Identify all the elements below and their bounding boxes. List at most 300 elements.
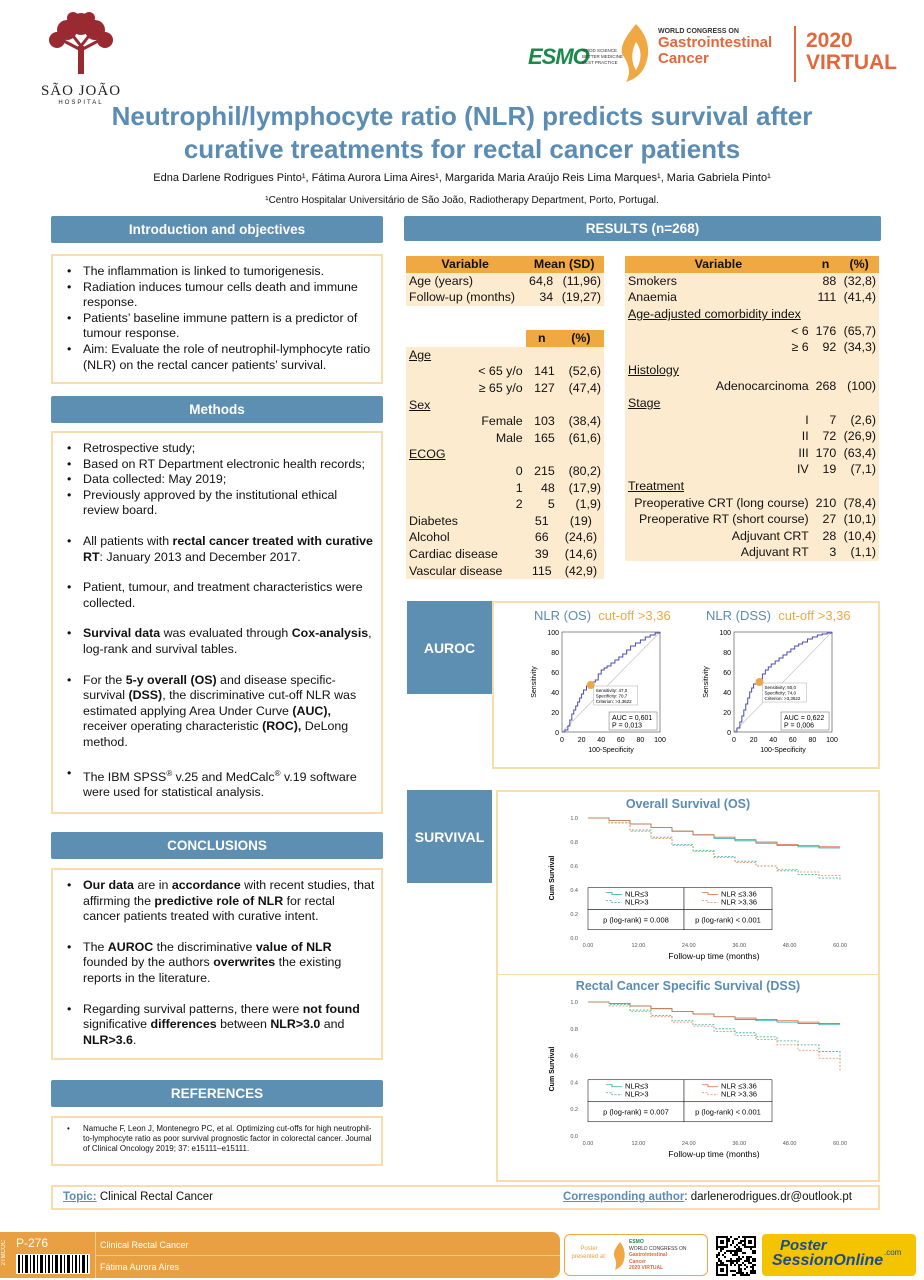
km-y-tick: 0.8 <box>570 840 578 846</box>
roc-criterion-text: Specificity: 74,0 <box>764 690 796 696</box>
km-legend-text: NLR>3 <box>625 1089 649 1099</box>
qr-module <box>754 1260 756 1262</box>
presented-1: Poster <box>580 1246 598 1252</box>
km-legend-text: NLR >3.36 <box>721 1089 758 1099</box>
qr-module <box>730 1244 732 1246</box>
qr-module <box>752 1268 754 1270</box>
conclusion-1: • Our data are in accordance with recent studies, that affirming the predictive role of NLR for rectal cancer patients treated with curative intent. <box>59 878 375 925</box>
qr-module <box>736 1254 738 1256</box>
qr-module <box>744 1260 746 1262</box>
qr-module <box>736 1244 738 1246</box>
roc-x-tick: 100 <box>826 737 838 744</box>
qr-module <box>738 1242 740 1244</box>
qr-module <box>740 1258 742 1260</box>
table-row: II 72 (26,9) <box>801 429 876 444</box>
roc-x-tick: 40 <box>597 737 606 744</box>
qr-module <box>736 1260 738 1262</box>
km-x-tick: 36.00 <box>732 943 747 949</box>
qr-module <box>742 1274 744 1276</box>
t3-h-pct: (%) <box>839 256 879 273</box>
conclusions-heading: CONCLUSIONS <box>51 832 383 859</box>
methods-bullet-4: • Previously approved by the institutional ethical review board. <box>59 488 375 519</box>
table-patient-characteristics <box>406 330 604 579</box>
methods-bullet-9: • The IBM SPSS® v.25 and MedCalc® v.19 software were used for statistical analysis. <box>59 766 375 801</box>
t3-stage: Stage <box>628 396 661 411</box>
qr-module <box>736 1258 738 1260</box>
km-x-tick: 0.00 <box>582 943 594 949</box>
methods-heading: Methods <box>51 396 383 423</box>
qr-module <box>738 1272 740 1274</box>
methods-bullet-5: • All patients with rectal cancer treated with curative RT: January 2013 and December 2017. <box>59 534 375 565</box>
qr-code-icon[interactable] <box>716 1236 756 1276</box>
qr-module <box>734 1264 736 1266</box>
qr-module <box>742 1240 744 1242</box>
qr-module <box>740 1268 742 1270</box>
km-series-line <box>588 1002 840 1025</box>
km-pvalue-a: p (log-rank) = 0.008 <box>603 915 669 925</box>
qr-module <box>736 1262 738 1264</box>
survival-label: SURVIVAL <box>407 790 492 883</box>
km-x-tick: 0.00 <box>582 1141 594 1147</box>
reference-1: • Namuche F, Leon J, Montenegro PC, et al. Optimizing cut-offs for high neutrophil-to-lymphocyte ratio as poor survival prognostic factor in colorectal cancer. Journal of Clinical Oncology 2019; 37: e15111–e15111. <box>59 1124 375 1154</box>
congress-mid: Gastrointestinal <box>658 34 773 51</box>
qr-module <box>752 1260 754 1262</box>
qr-module <box>742 1244 744 1246</box>
km-pvalue-b: p (log-rank) < 0.001 <box>695 1107 761 1117</box>
roc-auc-text: AUC = 0,622 <box>784 715 825 722</box>
qr-module <box>720 1260 722 1262</box>
km-os-chart <box>544 812 870 970</box>
year-text: 2020 <box>806 29 853 52</box>
table-row: Adenocarcinoma 268 (100) <box>715 379 876 394</box>
table-row: Diabetes 51 (19) <box>406 513 604 530</box>
qr-module <box>740 1270 742 1272</box>
qr-module <box>746 1274 748 1276</box>
qr-module <box>738 1270 740 1272</box>
qr-module <box>732 1250 734 1252</box>
qr-module <box>730 1262 732 1264</box>
roc-y-tick: 60 <box>551 670 559 677</box>
qr-module <box>738 1236 740 1238</box>
km-x-tick: 24.00 <box>681 943 696 949</box>
qr-module <box>718 1258 720 1260</box>
km-series-line <box>588 818 840 847</box>
qr-module <box>754 1252 756 1254</box>
km-y-tick: 0.6 <box>570 1053 578 1060</box>
roc-x-tick: 20 <box>749 737 758 744</box>
topic-label: Topic: <box>63 1191 97 1203</box>
km-legend-text: NLR≤3 <box>625 889 649 899</box>
dss-title: Rectal Cancer Specific Survival (DSS) <box>575 979 801 993</box>
roc-y-label: Sensitivity <box>531 666 538 698</box>
table-row: IV 19 (7,1) <box>796 462 876 477</box>
roc-y-tick: 80 <box>723 650 731 657</box>
roc-os-chart <box>526 624 676 760</box>
poster-id: P-276 <box>16 1236 49 1250</box>
km-x-tick: 12.00 <box>631 943 646 949</box>
t2-sex: Sex <box>409 397 431 412</box>
qr-module <box>736 1250 738 1252</box>
roc-x-tick: 0 <box>560 737 564 744</box>
qr-module <box>736 1238 738 1240</box>
qr-module <box>750 1256 752 1258</box>
os-title: Overall Survival (OS) <box>625 797 751 811</box>
methods-box <box>51 431 383 814</box>
km-y-tick: 0.2 <box>570 912 578 918</box>
qr-module <box>718 1260 720 1262</box>
qr-module <box>730 1236 732 1238</box>
km-x-tick: 24.00 <box>681 1141 696 1147</box>
roc-y-tick: 40 <box>723 690 731 697</box>
roc-criterion-text: Criterion: >3,3622 <box>764 696 801 701</box>
qr-module <box>738 1266 740 1268</box>
km-y-tick: 0.0 <box>570 1134 578 1140</box>
qr-module <box>738 1248 740 1250</box>
qr-module <box>732 1260 734 1262</box>
bar-topic: Clinical Rectal Cancer <box>100 1240 189 1250</box>
km-legend-text: NLR ≤3.36 <box>721 1081 757 1091</box>
qr-module <box>718 1254 720 1256</box>
virtual-text: VIRTUAL <box>806 51 897 74</box>
mini-esmo: ESMO <box>629 1239 644 1245</box>
qr-module <box>748 1262 750 1264</box>
qr-module <box>720 1248 722 1250</box>
table-age-followup <box>406 256 604 306</box>
qr-module <box>730 1258 732 1260</box>
qr-module <box>732 1270 734 1272</box>
esmo-wordmark: ESMO <box>528 44 589 69</box>
qr-module <box>738 1260 740 1262</box>
topic-bar <box>51 1185 880 1210</box>
mini-year: 2020 <box>629 1265 641 1271</box>
table-clinical-characteristics <box>625 256 879 561</box>
poster-title <box>0 100 924 166</box>
presented-2: presented at: <box>571 1254 607 1260</box>
qr-module <box>746 1256 748 1258</box>
qr-module <box>748 1274 750 1276</box>
km-y-tick: 1.0 <box>570 1000 578 1006</box>
pso-1: Poster <box>780 1237 827 1254</box>
conclusions-box <box>51 868 383 1060</box>
km-legend-text: NLR >3.36 <box>721 897 758 907</box>
methods-bullet-8: • For the 5-y overall (OS) and disease specific-survival (DSS), the discriminative cut-off NLR was estimated applying Area Under Curve (AUC), receiver operating characteristic (ROC), DeLong method. <box>59 673 375 751</box>
qr-module <box>740 1250 742 1252</box>
table-row: Follow-up (months) 34 (19,27) <box>406 289 604 306</box>
qr-module <box>748 1260 750 1262</box>
roc-criterion-text: Sensitivity: 50,0 <box>764 685 796 690</box>
roc-os-title: NLR (OS) cut-off >3,36 <box>534 608 671 623</box>
roc-y-tick: 0 <box>555 730 559 737</box>
table-row: Male 165 (61,6) <box>406 430 604 447</box>
qr-module <box>730 1252 732 1254</box>
qr-module <box>734 1270 736 1272</box>
roc-auc-text: AUC = 0,601 <box>612 715 653 722</box>
roc-y-tick: 60 <box>723 670 731 677</box>
methods-bullet-1: • Retrospective study; <box>59 441 375 457</box>
t1-h-var: Variable <box>406 256 524 273</box>
km-x-tick: 48.00 <box>782 943 797 949</box>
km-series-line <box>588 1002 840 1023</box>
qr-module <box>750 1270 752 1272</box>
affiliation: ¹Centro Hospitalar Universitário de São João, Radiotherapy Department, Porto, Portugal. <box>265 195 659 206</box>
qr-module <box>750 1272 752 1274</box>
mini-congress-mid: Gastrointestinal <box>629 1252 668 1258</box>
table-row: Age (years) 64,8 (11,96) <box>406 273 604 290</box>
qr-finder-center <box>748 1240 752 1244</box>
qr-module <box>738 1258 740 1260</box>
t2-h-pct: (%) <box>558 330 604 347</box>
km-x-tick: 12.00 <box>631 1141 646 1147</box>
km-pvalue-b: p (log-rank) < 0.001 <box>695 915 761 925</box>
km-y-tick: 0.6 <box>570 864 578 870</box>
roc-x-tick: 100 <box>654 737 666 744</box>
results-heading: RESULTS (n=268) <box>404 216 881 241</box>
km-x-tick: 48.00 <box>782 1141 797 1147</box>
qr-module <box>738 1264 740 1266</box>
congress-top: WORLD CONGRESS ON <box>658 28 739 35</box>
qr-module <box>730 1270 732 1272</box>
qr-module <box>720 1262 722 1264</box>
qr-module <box>746 1260 748 1262</box>
qr-module <box>738 1246 740 1248</box>
km-y-tick: 1.0 <box>570 816 578 822</box>
qr-module <box>742 1272 744 1274</box>
qr-module <box>754 1250 756 1252</box>
mini-congress-bot: Cancer <box>629 1258 646 1265</box>
qr-module <box>750 1248 752 1250</box>
qr-finder-center <box>720 1240 724 1244</box>
qr-module <box>724 1256 726 1258</box>
qr-module <box>740 1248 742 1250</box>
roc-y-tick: 80 <box>551 650 559 657</box>
km-y-tick: 0.4 <box>570 1080 578 1087</box>
side-code: 2TMCOC <box>1 1240 7 1266</box>
roc-x-label: 100-Specificity <box>760 747 806 754</box>
t3-h-n: n <box>812 256 840 273</box>
km-y-tick: 0.4 <box>570 888 578 894</box>
qr-module <box>748 1258 750 1260</box>
table-row: I 7 (2,6) <box>805 412 876 427</box>
km-series-line <box>588 818 840 878</box>
km-y-tick: 0.2 <box>570 1107 578 1114</box>
mini-congress-top: WORLD CONGRESS ON <box>629 1245 687 1252</box>
roc-p-text: P = 0,013 <box>612 722 643 730</box>
conclusion-2: • The AUROC the discriminative value of NLR founded by the authors overwrites the existing reports in the literature. <box>59 940 375 987</box>
km-pvalue-a: p (log-rank) = 0.007 <box>603 1107 669 1117</box>
roc-x-tick: 0 <box>732 737 736 744</box>
methods-bullet-3: • Data collected: May 2019; <box>59 472 375 488</box>
table-row: III 170 (63,4) <box>798 445 876 460</box>
qr-module <box>752 1250 754 1252</box>
qr-module <box>752 1264 754 1266</box>
intro-box <box>51 254 383 384</box>
t3-h-var: Variable <box>625 256 812 273</box>
roc-criterion-point <box>587 681 595 689</box>
qr-module <box>716 1262 718 1264</box>
qr-module <box>732 1254 734 1256</box>
qr-module <box>728 1250 730 1252</box>
qr-module <box>730 1264 732 1266</box>
topic-value: Clinical Rectal Cancer <box>96 1191 213 1203</box>
table-row: Adjuvant RT 3 (1,1) <box>740 545 876 560</box>
qr-module <box>736 1252 738 1254</box>
mini-virtual: VIRTUAL <box>641 1265 664 1271</box>
references-heading: REFERENCES <box>51 1080 383 1107</box>
qr-module <box>742 1262 744 1264</box>
qr-finder-center <box>720 1268 724 1272</box>
roc-x-tick: 20 <box>577 737 586 744</box>
qr-module <box>754 1264 756 1266</box>
km-x-tick: 36.00 <box>732 1141 747 1147</box>
qr-module <box>746 1266 748 1268</box>
qr-module <box>740 1242 742 1244</box>
qr-module <box>718 1252 720 1254</box>
qr-module <box>738 1256 740 1258</box>
roc-y-tick: 20 <box>551 710 559 717</box>
mini-flame-icon <box>613 1241 627 1271</box>
table-row: 2 5 (1,9) <box>406 496 604 513</box>
roc-y-label: Sensitivity <box>703 666 710 698</box>
title-line-1: Neutrophil/lymphocyte ratio (NLR) predicts survival after <box>111 101 813 131</box>
qr-module <box>722 1262 724 1264</box>
km-series-line <box>588 1002 840 1072</box>
roc-criterion-text: Criterion: >3,3622 <box>595 699 632 704</box>
qr-module <box>716 1256 718 1258</box>
roc-y-tick: 40 <box>551 690 559 697</box>
intro-bullet-2: • Radiation induces tumour cells death and immune response. <box>59 280 375 311</box>
qr-module <box>754 1270 756 1272</box>
roc-x-tick: 80 <box>636 737 645 744</box>
corr-value: : darlenerodrigues.dr@outlook.pt <box>684 1191 852 1203</box>
roc-dss-chart <box>698 624 848 760</box>
table-row: 0 215 (80,2) <box>406 463 604 480</box>
qr-module <box>744 1268 746 1270</box>
esmo-tag2: BETTER MEDICINE <box>582 54 624 59</box>
km-x-label: Follow-up time (months) <box>668 1149 760 1159</box>
t3-comorb: Age-adjusted comorbidity index <box>628 307 801 322</box>
roc-y-tick: 100 <box>547 630 559 637</box>
postersessiononline-logo[interactable] <box>762 1234 916 1276</box>
qr-module <box>740 1274 742 1276</box>
km-y-tick: 0.8 <box>570 1026 578 1033</box>
qr-module <box>752 1272 754 1274</box>
bar-author: Fátima Aurora Aires <box>100 1262 180 1272</box>
qr-module <box>742 1252 744 1254</box>
qr-module <box>728 1238 730 1240</box>
qr-module <box>734 1250 736 1252</box>
qr-module <box>740 1240 742 1242</box>
tree-icon <box>40 10 122 76</box>
qr-module <box>728 1260 730 1262</box>
roc-y-tick: 0 <box>727 730 731 737</box>
roc-criterion-point <box>755 678 763 686</box>
roc-p-text: P = 0,006 <box>784 722 815 730</box>
table-row: < 65 y/o 141 (52,6) <box>406 363 604 380</box>
t2-ecog: ECOG <box>409 447 446 462</box>
qr-module <box>730 1250 732 1252</box>
qr-module <box>730 1260 732 1262</box>
hospital-name: SÃO JOÃO <box>40 83 122 99</box>
qr-module <box>752 1258 754 1260</box>
references-box <box>51 1116 383 1166</box>
qr-module <box>738 1250 740 1252</box>
congress-flame-icon <box>618 22 654 84</box>
intro-bullet-4: • Aim: Evaluate the role of neutrophil-lymphocyte ratio (NLR) on the rectal cancer patients’ survival. <box>59 342 375 373</box>
congress-year <box>806 30 897 74</box>
presented-at-box <box>564 1234 708 1276</box>
km-dss-chart <box>544 996 870 1168</box>
qr-module <box>736 1248 738 1250</box>
qr-module <box>744 1264 746 1266</box>
roc-y-tick: 20 <box>723 710 731 717</box>
methods-bullet-7: • Survival data was evaluated through Cox-analysis, log-rank and survival tables. <box>59 626 375 657</box>
table-row: < 6 176 (65,7) <box>791 323 876 338</box>
km-series-line <box>588 818 840 880</box>
congress-bot: Cancer <box>658 50 709 67</box>
qr-module <box>734 1252 736 1254</box>
qr-module <box>734 1246 736 1248</box>
methods-bullet-6: • Patient, tumour, and treatment characteristics were collected. <box>59 580 375 611</box>
qr-module <box>734 1260 736 1262</box>
title-line-2: curative treatments for rectal cancer patients <box>183 134 741 164</box>
km-x-tick: 60.00 <box>833 943 847 949</box>
qr-module <box>742 1236 744 1238</box>
qr-module <box>750 1266 752 1268</box>
qr-module <box>722 1254 724 1256</box>
qr-module <box>720 1250 722 1252</box>
km-x-label: Follow-up time (months) <box>668 951 760 961</box>
qr-module <box>750 1262 752 1264</box>
qr-module <box>754 1258 756 1260</box>
table-row: Preoperative CRT (long course) 210 (78,4) <box>634 495 876 510</box>
qr-module <box>744 1252 746 1254</box>
congress-title <box>658 28 798 67</box>
methods-bullet-2: • Based on RT Department electronic health records; <box>59 457 375 473</box>
qr-module <box>732 1262 734 1264</box>
pso-2: SessionOnline <box>772 1252 884 1269</box>
roc-x-tick: 60 <box>788 737 797 744</box>
km-y-tick: 0.0 <box>570 936 578 942</box>
esmo-tag1: GOOD SCIENCE <box>582 48 618 53</box>
table-row: Preoperative RT (short course) 27 (10,1) <box>639 512 876 527</box>
qr-module <box>746 1272 748 1274</box>
km-y-label: Cum Survival <box>549 1046 556 1092</box>
barcode-icon <box>16 1254 90 1274</box>
qr-module <box>746 1258 748 1260</box>
qr-module <box>732 1274 734 1276</box>
intro-bullet-1: • The inflammation is linked to tumorigenesis. <box>59 264 375 280</box>
qr-module <box>752 1270 754 1272</box>
table-row: Female 103 (38,4) <box>406 413 604 430</box>
roc-x-label: 100-Specificity <box>588 747 634 754</box>
qr-module <box>716 1248 718 1250</box>
qr-module <box>752 1252 754 1254</box>
table-row: Adjuvant CRT 28 (10,4) <box>731 528 876 543</box>
auroc-label: AUROC <box>407 601 492 694</box>
qr-module <box>716 1254 718 1256</box>
qr-module <box>734 1238 736 1240</box>
qr-module <box>752 1266 754 1268</box>
km-x-tick: 60.00 <box>833 1141 847 1147</box>
pso-3: .com <box>884 1248 902 1257</box>
table-row: 1 48 (17,9) <box>406 479 604 496</box>
conclusion-3: • Regarding survival patterns, there were not found significative differences between NLR>3.0 and NLR>3.6. <box>59 1002 375 1049</box>
qr-module <box>740 1272 742 1274</box>
intro-bullet-3: • Patients’ baseline immune pattern is a predictor of tumour response. <box>59 311 375 342</box>
table-row: Smokers 88 (32,8) <box>628 273 876 288</box>
qr-module <box>726 1260 728 1262</box>
esmo-tag3: BEST PRACTICE <box>582 60 618 65</box>
